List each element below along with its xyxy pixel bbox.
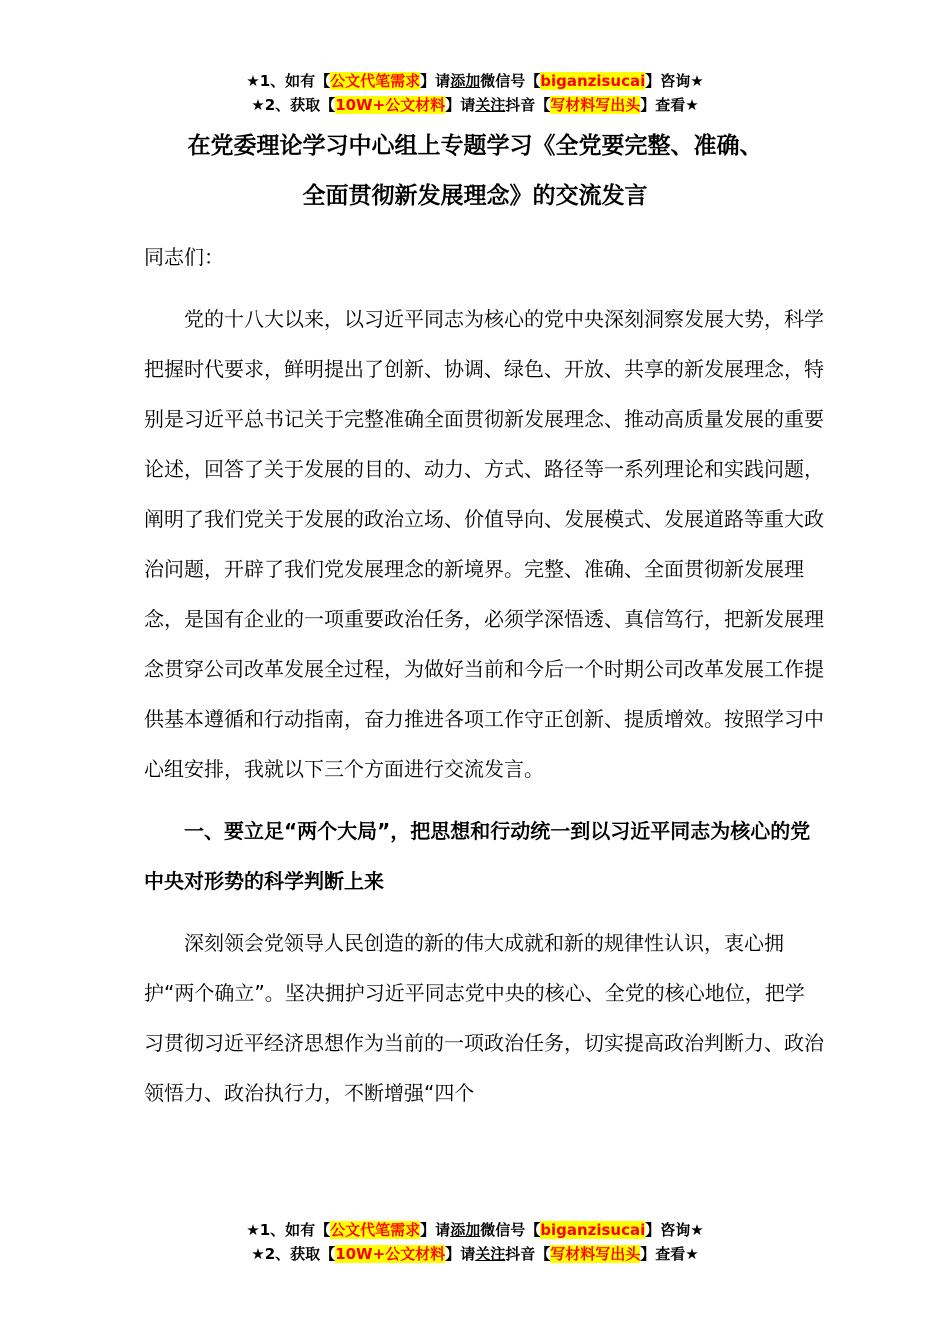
- banner-text: ★2、获取【: [251, 1245, 336, 1263]
- paragraph-section-1: 深刻领会党领导人民创造的新的伟大成就和新的规律性认识，衷心拥护“两个确立”。坚决拥护习近平同志党中央的核心、全党的核心地位，把学习贯彻习近平经济思想作为当前的一项政治任务，切实提高政治判断力、政治领悟力、政治执行力，不断增强“四个: [144, 931, 824, 1105]
- banner-text: 抖音【: [505, 96, 551, 114]
- banner-text: 微信号【: [480, 72, 541, 90]
- banner-line-2: [0, 93, 950, 117]
- banner-text: 抖音【: [505, 1245, 551, 1263]
- document-body: [144, 232, 824, 1118]
- banner-text: ★2、获取【: [251, 96, 336, 114]
- banner-text: 】查看★: [640, 96, 699, 114]
- banner-highlight: 写材料写出头: [550, 96, 641, 114]
- banner-text: 】请: [445, 96, 476, 114]
- banner-text: ★1、如有【: [246, 72, 331, 90]
- title-line-2: 全面贯彻新发展理念》的交流发言: [302, 183, 648, 209]
- salutation: 同志们：: [144, 245, 224, 269]
- banner-text: 】请: [445, 1245, 476, 1263]
- banner-underline-text: 关注: [475, 96, 506, 114]
- paragraph-intro: 党的十八大以来，以习近平同志为核心的党中央深刻洞察发展大势，科学把握时代要求，鲜明提出了创新、协调、绿色、开放、共享的新发展理念，特别是习近平总书记关于完整准确全面贯彻新发展理念、推动高质量发展的重要论述，回答了关于发展的目的、动力、方式、路径等一系列理论和实践问题，阐明了我们党关于发展的政治立场、价值导向、发展模式、发展道路等重大政治问题，开辟了我们党发展理念的新境界。完整、准确、全面贯彻新发展理念，是国有企业的一项重要政治任务，必须学深悟透、真信笃行，把新发展理念贯穿公司改革发展全过程，为做好当前和今后一个时期公司改革发展工作提供基本遵循和行动指南，奋力推进各项工作守正创新、提质增效。按照学习中心组安排，我就以下三个方面进行交流发言。: [144, 307, 824, 781]
- banner-text: 】咨询★: [645, 1221, 704, 1239]
- banner-highlight: 10W+公文材料: [335, 1245, 446, 1263]
- banner-highlight: 写材料写出头: [550, 1245, 641, 1263]
- banner-highlight: 公文代笔需求: [330, 72, 421, 90]
- section-heading-1: 一、要立足“两个大局”，把思想和行动统一到以习近平同志为核心的党中央对形势的科学判断上来: [144, 819, 811, 893]
- banner-underline-text: 关注: [475, 1245, 506, 1263]
- header-banner: [0, 69, 950, 117]
- banner-text: 】咨询★: [645, 72, 704, 90]
- title-line-1: 在党委理论学习中心组上专题学习《全党要完整、准确、: [187, 133, 763, 159]
- banner-highlight: biganzisucai: [540, 1221, 646, 1239]
- banner-line-2: [0, 1242, 950, 1266]
- banner-underline-text: 添加: [450, 72, 481, 90]
- banner-highlight: 公文代笔需求: [330, 1221, 421, 1239]
- banner-highlight: biganzisucai: [540, 72, 646, 90]
- banner-text: ★1、如有【: [246, 1221, 331, 1239]
- banner-highlight: 10W+公文材料: [335, 96, 446, 114]
- banner-text: 】查看★: [640, 1245, 699, 1263]
- banner-text: 微信号【: [480, 1221, 541, 1239]
- banner-underline-text: 添加: [450, 1221, 481, 1239]
- banner-line-1: [0, 1218, 950, 1242]
- banner-line-1: [0, 69, 950, 93]
- document-title: [0, 121, 950, 221]
- banner-text: 】请: [420, 72, 451, 90]
- banner-text: 】请: [420, 1221, 451, 1239]
- footer-banner: [0, 1218, 950, 1266]
